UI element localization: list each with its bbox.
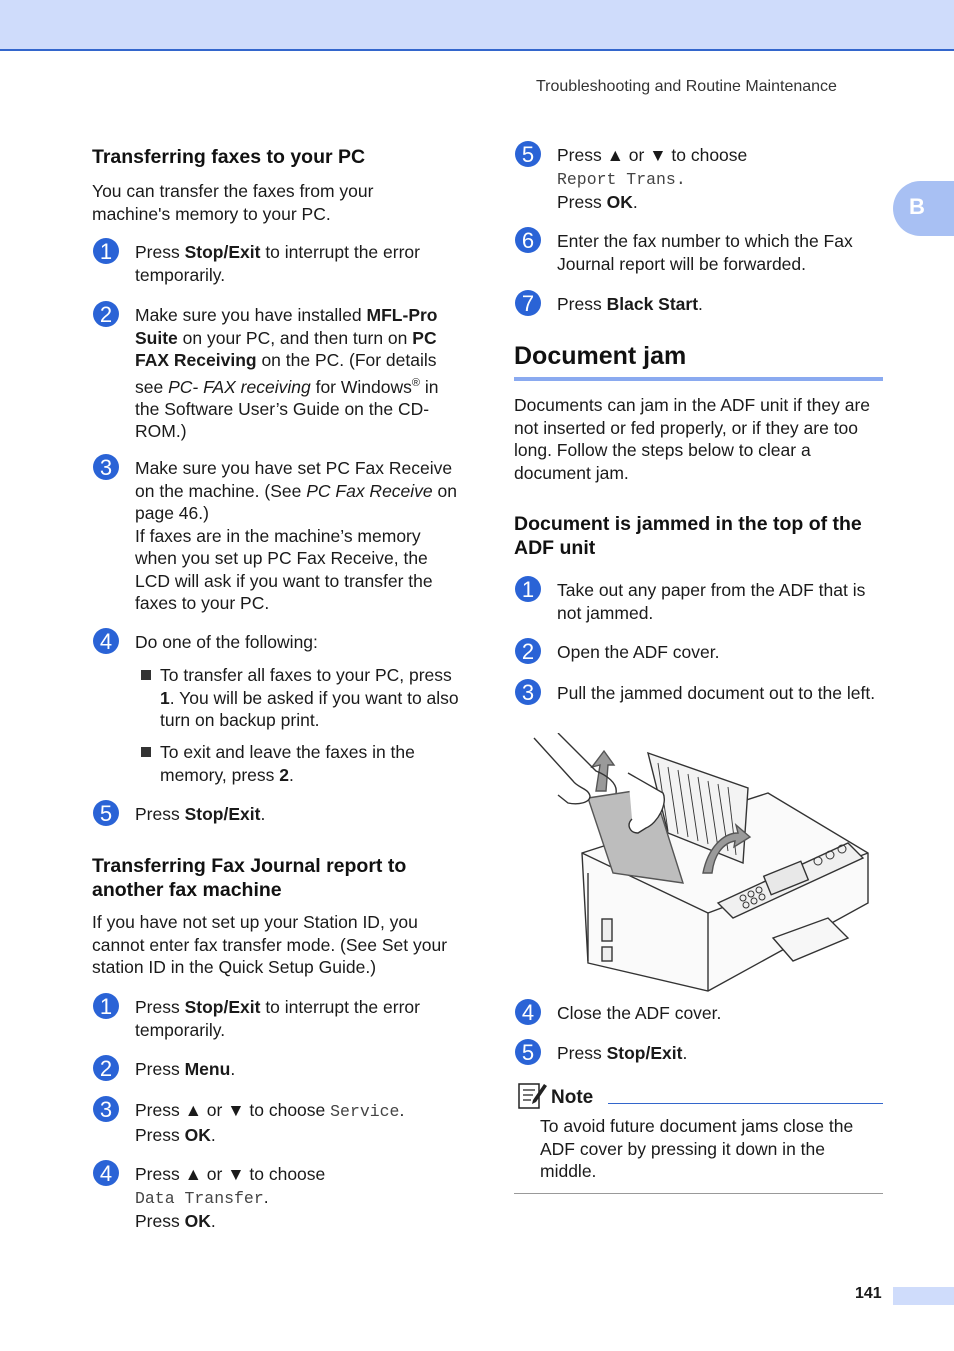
step-text: Take out any paper from the ADF that is not jammed. — [557, 580, 866, 623]
note-rule — [608, 1103, 883, 1104]
bullet-text: To transfer all faxes to your PC, press 1. You will be asked if you want to also turn on backup print. — [160, 665, 459, 730]
step-text: Press Stop/Exit to interrupt the error temporarily. — [135, 997, 420, 1040]
section-heading-transfer-journal: Transferring Fax Journal report to another fax machine — [92, 855, 407, 901]
step-number: 3 — [93, 1096, 119, 1122]
step-text: Press Menu. — [135, 1059, 236, 1079]
step-text: Open the ADF cover. — [557, 642, 720, 662]
chapter-tab: B — [893, 181, 954, 236]
step-number: 3 — [515, 679, 541, 705]
step-text: Pull the jammed document out to the left. — [557, 683, 876, 703]
step-number: 5 — [93, 800, 119, 826]
note-text: To avoid future document jams close the ADF cover by pressing it down in the middle. — [540, 1116, 854, 1181]
step-text: Press ▲ or ▼ to choose Service. Press OK. — [135, 1100, 405, 1145]
step-text: Do one of the following: — [135, 632, 318, 652]
step-text: Enter the fax number to which the Fax Journal report will be forwarded. — [557, 231, 853, 274]
step-text: Close the ADF cover. — [557, 1003, 722, 1023]
step-number: 1 — [93, 238, 119, 264]
step-text: Press Black Start. — [557, 294, 703, 314]
step-number: 1 — [515, 576, 541, 602]
section-title-document-jam: Document jam — [514, 342, 687, 370]
note-label: Note — [551, 1087, 594, 1108]
step-number: 1 — [93, 993, 119, 1019]
step-number: 2 — [93, 301, 119, 327]
running-head: Troubleshooting and Routine Maintenance — [536, 78, 837, 95]
bullet-text: To exit and leave the faxes in the memory, press 2. — [160, 742, 415, 785]
step-text: Make sure you have installed MFL-Pro Suite on your PC, and then turn on PC FAX Receiving on the PC. (For details see PC- FAX receiving for Windows® in the Software User’s Guide on the CD-ROM.) — [135, 305, 439, 442]
footer-bar — [893, 1287, 954, 1305]
note-bottom-rule — [514, 1193, 883, 1194]
step-number: 6 — [515, 227, 541, 253]
step-number: 2 — [515, 638, 541, 664]
step-text: Make sure you have set PC Fax Receive on the machine. (See PC Fax Receive on page 46.) If faxes are in the machine’s memory when you set up PC Fax Receive, the LCD will ask if you want to transfer the faxes to your PC. — [135, 458, 457, 613]
step-text: Press Stop/Exit to interrupt the error temporarily. — [135, 242, 420, 285]
step-number: 2 — [93, 1055, 119, 1081]
intro-document-jam: Documents can jam in the ADF unit if they are not inserted or fed properly, or if they are too long. Follow the steps below to clear a document jam. — [514, 395, 870, 483]
step-number: 4 — [93, 1160, 119, 1186]
note-pencil-icon — [517, 1080, 547, 1110]
printer-jam-illustration — [518, 733, 878, 995]
step-number: 4 — [93, 628, 119, 654]
intro-transfer-pc: You can transfer the faxes from your machine's memory to your PC. — [92, 181, 374, 224]
step-text: Press ▲ or ▼ to choose Data Transfer. Press OK. — [135, 1164, 326, 1231]
section-heading-transfer-pc: Transferring faxes to your PC — [92, 146, 366, 168]
bullet-square-icon — [141, 670, 151, 680]
step-number: 5 — [515, 141, 541, 167]
intro-transfer-journal: If you have not set up your Station ID, you cannot enter fax transfer mode. (See Set your station ID in the Quick Setup Guide.) — [92, 912, 448, 977]
title-underline — [514, 377, 883, 381]
subsection-heading-adf-jam: Document is jammed in the top of the ADF unit — [514, 513, 862, 559]
step-number: 3 — [93, 454, 119, 480]
step-number: 5 — [515, 1039, 541, 1065]
step-number: 7 — [515, 290, 541, 316]
step-text: Press ▲ or ▼ to choose Report Trans. Press OK. — [557, 145, 748, 212]
step-number: 4 — [515, 999, 541, 1025]
page-number: 141 — [855, 1285, 882, 1302]
top-header-bar — [0, 0, 954, 51]
bullet-square-icon — [141, 747, 151, 757]
step-text: Press Stop/Exit. — [557, 1043, 688, 1063]
step-text: Press Stop/Exit. — [135, 804, 266, 824]
